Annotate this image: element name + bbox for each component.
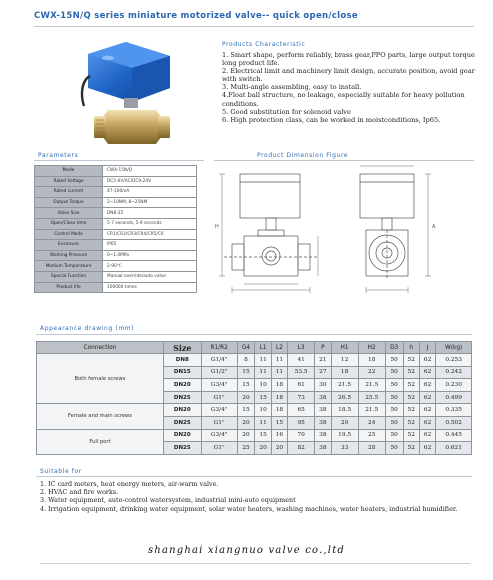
table-cell: 50 — [385, 429, 403, 442]
table-cell: G1" — [201, 416, 237, 429]
valve-photo — [78, 36, 180, 146]
table-cell: 62 — [419, 354, 435, 367]
param-key: Rated current — [35, 187, 103, 198]
page-title: CWX-15N/Q series miniature motorized valve-- quick open/close — [34, 11, 358, 21]
dimension-label-h: H — [215, 224, 219, 230]
table-cell: 15 — [255, 391, 271, 404]
table-cell: 18.5 — [331, 404, 358, 417]
param-key: Rated Voltage — [35, 176, 103, 187]
column-header: L3 — [288, 342, 315, 354]
group-label: Female and main screws — [37, 404, 164, 429]
table-cell: 12 — [331, 354, 358, 367]
table-cell: 11 — [255, 366, 271, 379]
table-cell: 65 — [288, 404, 315, 417]
table-cell: 15 — [271, 416, 287, 429]
column-header: H2 — [358, 342, 385, 354]
table-cell: 20 — [271, 442, 287, 455]
list-item: 5. Good substitution for solenoid valve — [222, 107, 351, 116]
table-cell: 0.242 — [436, 366, 472, 379]
dimension-label-a: A — [432, 224, 436, 230]
column-header: G4 — [237, 342, 255, 354]
table-cell: G1/4" — [201, 354, 237, 367]
table-cell: 62 — [419, 416, 435, 429]
table-cell: 15 — [237, 366, 255, 379]
table-cell: 18 — [331, 366, 358, 379]
table-cell: 21.5 — [358, 379, 385, 392]
table-row — [35, 261, 197, 272]
table-cell: 50 — [385, 404, 403, 417]
list-item: 3. Water equipment, auto-control watersystem, industrial mini-auto equipment — [40, 496, 296, 505]
table-cell: 38 — [315, 416, 331, 429]
table-cell: 18 — [271, 404, 287, 417]
list-item: 6. High protection class, can be worked in moistconditions, Ip65. — [222, 115, 441, 124]
column-header: R1/R2 — [201, 342, 237, 354]
appearance-heading: Appearance drawing (mm) — [40, 325, 135, 332]
column-header: Size — [163, 342, 201, 354]
table-cell: 33 — [331, 442, 358, 455]
param-value: Manual override/auto valve — [103, 271, 197, 282]
list-item: 2. Electrical limit and machinery limit design, accurate position, avoid gear with switch. — [222, 67, 475, 84]
table-cell: DN8 — [163, 354, 201, 367]
param-value: 100000 times — [103, 282, 197, 293]
table-cell: DN25 — [163, 416, 201, 429]
company-name: shanghai xiangnuo valve co.,ltd — [147, 545, 346, 556]
table-cell: 11 — [255, 354, 271, 367]
table-cell: 26.5 — [331, 391, 358, 404]
parameters-divider — [34, 160, 204, 161]
table-cell: 27 — [315, 366, 331, 379]
table-cell: 50 — [385, 354, 403, 367]
suitable-heading: Suitable for — [40, 468, 82, 475]
table-cell: DN15 — [163, 366, 201, 379]
table-cell: 0.445 — [436, 429, 472, 442]
parameters-heading: Parameters — [38, 152, 79, 159]
dimension-drawing — [214, 160, 484, 310]
footer-divider — [40, 563, 470, 564]
suitable-divider — [36, 476, 472, 477]
table-cell: 62 — [419, 429, 435, 442]
table-cell: DN20 — [163, 404, 201, 417]
table-row — [35, 240, 197, 251]
table-cell: 11 — [271, 354, 287, 367]
table-cell: 62 — [419, 391, 435, 404]
table-cell: 82 — [288, 442, 315, 455]
column-header: h — [403, 342, 419, 354]
param-value: 0~1.0MPa — [103, 250, 197, 261]
table-cell: G1" — [201, 442, 237, 455]
table-cell: 52 — [403, 391, 419, 404]
param-value: IP65 — [103, 240, 197, 251]
table-cell: 24 — [358, 416, 385, 429]
param-value: 5-7 seconds, 5-8 seconds — [103, 218, 197, 229]
table-cell: 73 — [288, 391, 315, 404]
table-cell: 21 — [315, 354, 331, 367]
table-cell: 20 — [237, 416, 255, 429]
table-cell: 10 — [255, 379, 271, 392]
param-key: Control Mode — [35, 229, 103, 240]
parameters-table — [34, 165, 197, 293]
table-cell: G3/4" — [201, 404, 237, 417]
table-cell: G3/4" — [201, 429, 237, 442]
title-divider — [34, 26, 474, 27]
column-header: L2 — [271, 342, 287, 354]
table-cell: 19.5 — [331, 429, 358, 442]
appearance-table — [36, 341, 472, 455]
table-cell: 30 — [315, 379, 331, 392]
table-cell: 20 — [331, 416, 358, 429]
param-key: Output Torque — [35, 197, 103, 208]
table-cell: 22 — [358, 366, 385, 379]
suitable-list — [40, 480, 470, 513]
characteristics-list — [222, 51, 480, 124]
list-item: 4.Float ball structure, no leakage, especially suitable for heavy pollution conditions. — [222, 91, 465, 108]
param-key: Open/Close time — [35, 218, 103, 229]
table-cell: 52 — [403, 354, 419, 367]
table-cell: 0.335 — [436, 404, 472, 417]
table-cell: 15 — [255, 429, 271, 442]
param-value: DN8-25 — [103, 208, 197, 219]
param-key: Product life — [35, 282, 103, 293]
table-row — [37, 404, 472, 417]
table-cell: DN20 — [163, 379, 201, 392]
column-header: J — [419, 342, 435, 354]
table-row — [35, 282, 197, 293]
table-cell: 20 — [237, 429, 255, 442]
table-cell: 0.230 — [436, 379, 472, 392]
table-cell: 61 — [288, 379, 315, 392]
table-cell: 25 — [358, 429, 385, 442]
table-cell: 16 — [271, 429, 287, 442]
characteristics-heading: Products Characteristic — [222, 41, 306, 48]
table-cell: 25.5 — [358, 391, 385, 404]
table-cell: 11 — [271, 366, 287, 379]
list-item: 3. Multi-angle assembling, easy to install. — [222, 83, 362, 92]
table-row — [37, 429, 472, 442]
table-cell: 38 — [315, 429, 331, 442]
param-key: Working Pressure — [35, 250, 103, 261]
table-row — [35, 271, 197, 282]
table-cell: 62 — [419, 442, 435, 455]
param-value: 47-100mA — [103, 187, 197, 198]
list-item: 2. HVAC and fire works. — [40, 488, 119, 497]
param-key: Special Function — [35, 271, 103, 282]
table-cell: G1/2" — [201, 366, 237, 379]
table-cell: 52 — [403, 379, 419, 392]
column-header: D3 — [385, 342, 403, 354]
column-header: P — [315, 342, 331, 354]
table-cell: 70 — [288, 429, 315, 442]
table-cell: 41 — [288, 354, 315, 367]
dimension-heading: Product Dimension Figure — [257, 152, 349, 159]
table-cell: 0.502 — [436, 416, 472, 429]
table-cell: 52 — [403, 416, 419, 429]
table-cell: 10 — [255, 404, 271, 417]
param-value: CR1/CR2/CR3/CR4/CR5/C6 — [103, 229, 197, 240]
table-row — [35, 187, 197, 198]
table-cell: 20 — [255, 442, 271, 455]
table-cell: 28 — [358, 442, 385, 455]
table-cell: 8 — [237, 354, 255, 367]
table-cell: 50 — [385, 379, 403, 392]
table-row — [35, 250, 197, 261]
table-cell: 21.5 — [358, 404, 385, 417]
table-cell: 20 — [237, 391, 255, 404]
param-key: Valve Size — [35, 208, 103, 219]
table-cell: 52 — [403, 366, 419, 379]
table-cell: 52 — [403, 404, 419, 417]
title-bar — [0, 0, 493, 34]
table-cell: 15 — [237, 379, 255, 392]
table-cell: 62 — [419, 366, 435, 379]
table-cell: 18 — [271, 391, 287, 404]
table-row — [35, 229, 197, 240]
table-cell: 25 — [237, 442, 255, 455]
table-row — [35, 208, 197, 219]
table-cell: 15 — [237, 404, 255, 417]
table-row — [37, 354, 472, 367]
table-cell: DN25 — [163, 391, 201, 404]
group-label: Full port — [37, 429, 164, 454]
table-cell: G3/4" — [201, 379, 237, 392]
table-cell: 62 — [419, 379, 435, 392]
table-cell: 18 — [358, 354, 385, 367]
table-cell: 11 — [255, 416, 271, 429]
table-cell: 50 — [385, 416, 403, 429]
table-cell: 0.499 — [436, 391, 472, 404]
table-cell: 38 — [315, 442, 331, 455]
table-header-row — [37, 342, 472, 354]
table-row — [35, 176, 197, 187]
table-row — [35, 218, 197, 229]
table-cell: G1" — [201, 391, 237, 404]
table-cell: 38 — [315, 391, 331, 404]
table-cell: 18 — [271, 379, 287, 392]
table-cell: 50 — [385, 391, 403, 404]
table-cell: 38 — [315, 404, 331, 417]
param-key: Medium Temperature — [35, 261, 103, 272]
param-key: Enclosure — [35, 240, 103, 251]
list-item: 4. Irrigation equipment, drinking water equipment, solar water heaters, washing machines, water heaters, industrial humidifier. — [40, 504, 458, 513]
param-value: 2-90℃ — [103, 261, 197, 272]
table-cell: 52 — [403, 429, 419, 442]
param-key: Mode — [35, 166, 103, 177]
param-value: 2~10NM, 8~25NM — [103, 197, 197, 208]
param-value: CWX-15N/Q — [103, 166, 197, 177]
column-header: W(kg) — [436, 342, 472, 354]
column-header: L1 — [255, 342, 271, 354]
list-item: 1. IC card meters, heat energy meters, air-warm valve. — [40, 480, 219, 488]
table-cell: 0.621 — [436, 442, 472, 455]
table-cell: DN25 — [163, 442, 201, 455]
table-cell: 53.5 — [288, 366, 315, 379]
group-label: Both female screws — [37, 354, 164, 404]
column-header: H1 — [331, 342, 358, 354]
table-cell: 62 — [419, 404, 435, 417]
table-row — [35, 166, 197, 177]
table-row — [35, 197, 197, 208]
table-cell: 95 — [288, 416, 315, 429]
table-cell: 21.5 — [331, 379, 358, 392]
table-cell: 52 — [403, 442, 419, 455]
table-cell: 50 — [385, 442, 403, 455]
param-value: DC5-6V/AC/DC9-24V — [103, 176, 197, 187]
appearance-divider — [36, 334, 472, 335]
table-cell: DN20 — [163, 429, 201, 442]
list-item: 1. Smart shape, perform reliably, brass gear,PPO parts, large output torque long product life. — [222, 51, 475, 68]
table-cell: 0.253 — [436, 354, 472, 367]
column-header: Connection — [37, 342, 164, 354]
table-cell: 50 — [385, 366, 403, 379]
